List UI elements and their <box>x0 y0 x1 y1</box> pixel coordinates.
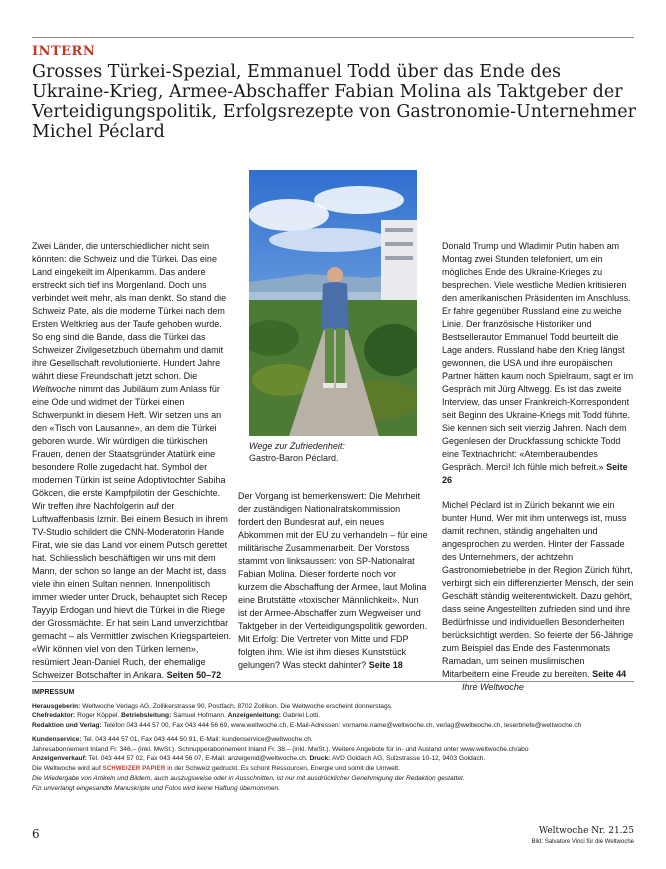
page-reference: Seite 18 <box>368 660 403 670</box>
issue-label: Weltwoche Nr. 21.25 <box>538 826 634 836</box>
imprint-rule <box>32 681 634 682</box>
imprint-paper: Die Weltwoche wird auf SCHWEIZER PAPIER in der Schweiz gedruckt. Es schont Ressourcen, Energie und somit die Umwelt. <box>32 764 400 772</box>
column-molina <box>238 490 428 672</box>
imprint-publisher: Herausgeberin: Weltwoche Verlags AG, Zollikerstrasse 90, Postfach, 8702 Zollikon. Die Weltwoche erscheint donnerstags. <box>32 702 393 710</box>
imprint-editorial: Redaktion und Verlag: Telefon 043 444 57 00, Fax 043 444 56 69, www.weltwoche.ch, E-Mail-Adressen: vorname.name@weltwoche.ch, verlag@weltwoche.ch, leserbriefe@weltwoche.ch <box>32 721 582 729</box>
imprint-disclaimer-1: Die Wiedergabe von Artikeln und Bildern, auch auszugsweise oder in Ausschnitten, ist nur mit ausdrücklicher Genehmigung der Redaktion gestattet. <box>32 775 465 782</box>
imprint-customer-service: Kundenservice: Tel. 043 444 57 01, Fax 043 444 50 91, E-Mail: kundenservice@weltwoche.ch. <box>32 736 313 743</box>
paragraph-todd: Donald Trump und Wladimir Putin haben am Montag zwei Stunden telefoniert, um ein mögliches Ende des Ukraine-Krieges zu besprechen. Viele westliche Medien kritisieren den amerikanischen Präsidenten im Anschluss. Er fahre gegenüber Russland eine zu weiche Linie. Der französische Historiker und Bestsellerautor Emmanuel Todd beurteilt die Lage anders. Russland habe den Krieg längst gewonnen, die USA und ihre europäischen Partner hätten kaum noch Spielraum, sagt er im Gespräch mit Jürg Altwegg. Es ist das zweite Interview, das unser Frankreich-Korrespondent seit Beginn des Ukraine-Kriegs mit Todd führte. Sie kennen sich seit vierzig Jahren. Nach dem Gegenlesen der Druckfassung schickte Todd eine Textnachricht: «Atemberaubendes Gespräch. Merci! Ich fühle mich befreit.» Seite 26 <box>442 241 634 485</box>
article-photo <box>249 170 417 436</box>
photo-caption <box>249 440 419 464</box>
section-label: INTERN <box>32 44 96 59</box>
imprint-staff: Chefredaktor: Roger Köppel. Betriebsleitung: Samuel Hofmann. Anzeigenleitung: Gabriel Lotti. <box>32 712 321 719</box>
page-reference: Seiten 50–72 <box>166 670 222 680</box>
headline: Grosses Türkei-Spezial, Emmanuel Todd über das Ende des Ukraine-Krieg, Armee-Abschaffer Fabian Molina als Taktgeber der Verteidigungspolitik, Erfolgsrezepte von Gastronomie-Unternehmer Michel Péclard <box>32 62 636 142</box>
signature: Ihre Weltwoche <box>462 682 524 692</box>
weltwoche-italic: Weltwoche <box>32 384 76 394</box>
page-number: 6 <box>32 827 40 841</box>
page-reference: Seite 44 <box>592 669 627 679</box>
imprint-title: IMPRESSUM <box>32 689 75 696</box>
paragraph-turkey: Zwei Länder, die unterschiedlicher nicht sein könnten: die Schweiz und die Türkei. Das eine Land eingekeilt im Alpenkamm. Das andere erstreckt sich tief ins Morgenland. Doch uns verbindet weit mehr, als man denkt. So stand die Schweiz Pate, als die moderne Türkei nach dem Ersten Weltkrieg aus der Taufe gehoben wurde. So eng sind die Bande, dass die Türkei das Schweizer Zivilgesetzbuch übernahm und damit ihre Gesellschaft revolutionierte. Hundert Jahre währt diese Freundschaft jetzt schon. Die Weltwoche nimmt das Jubiläum zum Anlass für eine Ode und widmet der Türkei einen Schwerpunkt in diesem Heft. Wir setzen uns an den «Tisch von Lausanne», an dem die Türkei geboren wurde. Wir würdigen die türkischen Frauen, denen der Staatsgründer Atatürk eine besondere Rolle zugedacht hat. Symbol der modernen Türkin ist seine Adoptivtochter Sabiha Gökcen, die erste Kampfpilotin der Geschichte. Wir treffen ihre Nachfolgerin auf der Luftwaffenbasis Izmir. Bei einem Besuch in ihrem TV-Studio schildert die CNN-Moderatorin Hande Firat, wie sie das Land vor einem Putsch gerettet hat. Schliesslich beschäftigen wir uns mit dem Mann, der schon so lange an der Macht ist, dass viele ihn einen Sultan nennen. Innenpolitisch immer wieder unter Druck, behauptet sich Recep Tayyip Erdogan und hievt die Türkei in die Riege der Grossmächte. Er hat sein Land unverzichtbar gemacht – als Vermittler zwischen Kriegsparteien. «Wir können viel von den Türken lernen», resümiert Jean-Daniel Ruch, der ehemalige Schweizer Botschafter in Ankara. Seiten 50–72 <box>32 241 232 680</box>
paragraph-peclard: Michel Péclard ist in Zürich bekannt wie ein bunter Hund. Wer mit ihm unterwegs ist, muss damit rechnen, ständig angehalten und angesprochen zu werden. Hinter der Fassade des Unternehmers, der achtzehn Gastronomiebetriebe in der Region Zürich führt, verbirgt sich ein differenzierter Mensch, der sein Geschäft ständig weiterentwickelt. Dazu gehört, dass seine Angestellten zufrieden sind und ihre Bedürfnisse und individuellen Besonderheiten berücksichtigt werden. So feierte der 56-Jährige zum Beispiel das Ende des Fastenmonats Ramadan, um seinen muslimischen Mitarbeitern eine Freude zu bereiten. Seite 44 <box>442 500 634 679</box>
top-rule <box>32 37 634 38</box>
caption-lead: Wege zur Zufriedenheit: <box>249 441 345 451</box>
column-turkey <box>32 240 235 682</box>
page-reference: Seite 26 <box>442 462 628 485</box>
imprint-subscription: Jahresabonnement Inland Fr. 346.– (inkl. MwSt.). Schnupperabonnement Inland Fr. 38.– (inkl. MwSt.). Weitere Angebote für In- und Ausland unter www.weltwoche.ch/abo <box>32 745 529 753</box>
column-right <box>442 240 634 694</box>
imprint <box>32 688 642 793</box>
imprint-disclaimer-2: Für unverlangt eingesandte Manuskripte und Fotos wird keine Haftung übernommen. <box>32 784 281 792</box>
photo-credit: Bild: Salvatore Vinci für die Weltwoche <box>531 839 634 845</box>
imprint-ads: Anzeigenverkauf: Tel. 043 444 57 02, Fax 043 444 56 07, E-Mail: anzeigenid@weltwoche.ch. Druck: AVD Goldach AG, Sulzstrasse 10-12, 9403 Goldach. <box>32 755 486 762</box>
schweizer-papier-logo: SCHWEIZER PAPIER <box>102 765 166 772</box>
paragraph-molina: Der Vorgang ist bemerkenswert: Die Mehrheit der zuständigen Nationalratskommission fordert den Bundesrat auf, ein neues Abkommen mit der EU zu verhandeln – für eine militärische Zusammenarbeit. Der Vorstoss stammt von linksaussen: von SP-Nationalrat Fabian Molina. Dieser forderte noch vor kurzem die Abschaffung der Armee, laut Molina eine Brutstätte «toxischer Männlichkeit». Nun ist der Armee-Abschaffer zum Wegweiser und Taktgeber in der Verteidigungspolitik geworden. Mit Erfolg: Die Vertreter von Mitte und FDP folgten ihm. Wie ist ihm dieses Kunststück gelungen? Was steckt dahinter? Seite 18 <box>238 491 428 670</box>
caption-text: Gastro-Baron Péclard. <box>249 453 339 463</box>
